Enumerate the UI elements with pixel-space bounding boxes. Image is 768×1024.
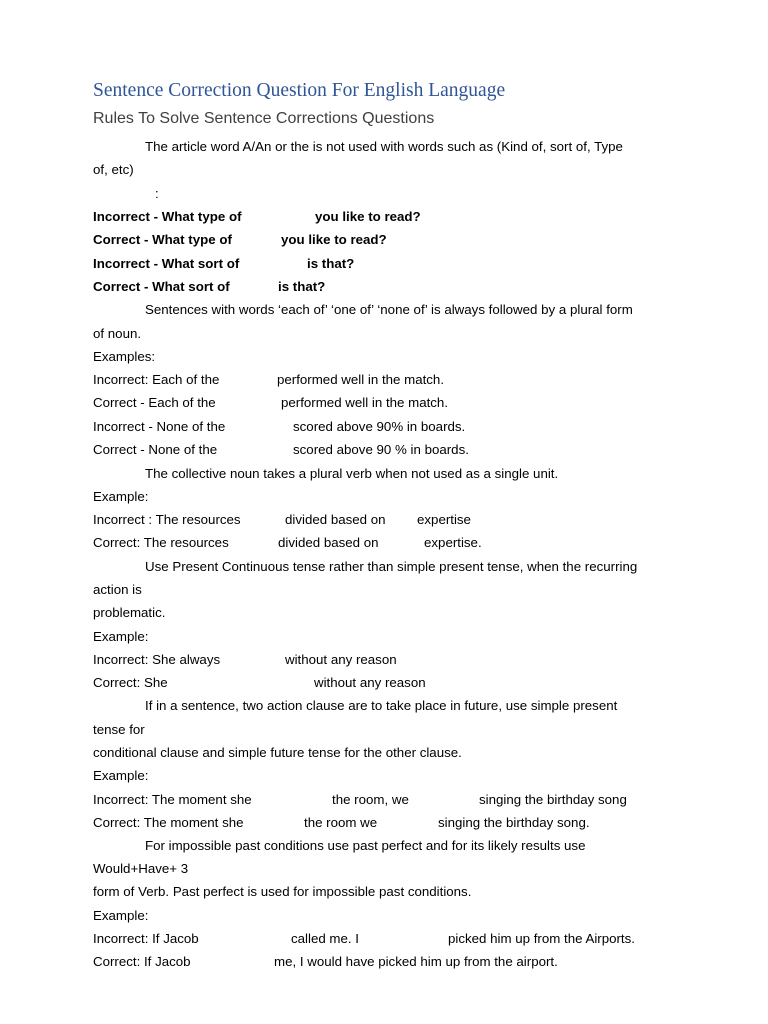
rule5-heading: Example: — [93, 768, 149, 783]
example-rest: scored above 90% in boards. — [293, 419, 466, 434]
example-part-a: Correct: The resources — [93, 535, 229, 550]
example-rest: scored above 90 % in boards. — [293, 442, 469, 457]
example-label: Correct - What sort of — [93, 279, 230, 294]
rule4-incorrect — [93, 652, 397, 668]
example-part-b: divided based on — [278, 535, 379, 550]
rule6-correct — [93, 954, 558, 970]
rule6-line2: Would+Have+ 3 — [93, 861, 189, 876]
example-part-b: divided based on — [285, 512, 386, 527]
rule3-correct — [93, 535, 482, 551]
rule5-correct — [93, 815, 590, 831]
example-label: Incorrect - What sort of — [93, 256, 240, 271]
rule4-line1: Use Present Continuous tense rather than simple present tense, when the recurring — [145, 559, 638, 574]
rule3-heading: Example: — [93, 489, 149, 504]
example-label: Correct - Each of the — [93, 395, 216, 410]
example-rest: you like to read? — [281, 232, 387, 247]
rule1-line1: The article word A/An or the is not used with words such as (Kind of, sort of, Type — [145, 139, 623, 154]
rule3-incorrect — [93, 512, 471, 528]
rule2-line1: Sentences with words ‘each of’ ‘one of’ ‘none of’ is always followed by a plural form — [145, 302, 633, 317]
example-part-b: me, I would have picked him up from the airport. — [274, 954, 558, 969]
rule2-example-2 — [93, 395, 449, 411]
example-part-a: Incorrect : The resources — [93, 512, 241, 527]
rule5-line3: conditional clause and simple future tense for the other clause. — [93, 745, 462, 760]
rule2-heading: Examples: — [93, 349, 156, 364]
example-rest: performed well in the match. — [277, 372, 445, 387]
rule4-correct — [93, 675, 426, 691]
example-label: Correct - What type of — [93, 232, 232, 247]
example-part-c: singing the birthday song — [479, 792, 627, 807]
rule2-line2: of noun. — [93, 326, 142, 341]
rule6-line3: form of Verb. Past perfect is used for impossible past conditions. — [93, 884, 472, 899]
example-part-a: Incorrect: The moment she — [93, 792, 252, 807]
example-label: Incorrect: Each of the — [93, 372, 220, 387]
rule1-example-1 — [93, 209, 421, 225]
example-part-a: Correct: If Jacob — [93, 954, 191, 969]
rule4-heading: Example: — [93, 629, 149, 644]
example-part-b: called me. I — [291, 931, 359, 946]
example-rest: is that? — [307, 256, 355, 271]
example-rest: is that? — [278, 279, 326, 294]
example-part-b: without any reason — [285, 652, 397, 667]
rule3-line1: The collective noun takes a plural verb when not used as a single unit. — [145, 466, 559, 481]
rule4-line3: problematic. — [93, 605, 166, 620]
example-label: Incorrect - What type of — [93, 209, 242, 224]
rule5-incorrect — [93, 792, 627, 808]
example-part-c: singing the birthday song. — [438, 815, 590, 830]
example-part-a: Incorrect: She always — [93, 652, 221, 667]
example-part-a: Incorrect: If Jacob — [93, 931, 199, 946]
document-subtitle: Rules To Solve Sentence Corrections Questions — [93, 110, 435, 127]
example-part-b: the room, we — [332, 792, 409, 807]
rule2-example-4 — [93, 442, 469, 458]
example-part-c: picked him up from the Airports. — [448, 931, 635, 946]
rule6-line1: For impossible past conditions use past perfect and for its likely results use — [145, 838, 586, 853]
rule1-line2: of, etc) — [93, 162, 134, 177]
example-rest: performed well in the match. — [281, 395, 449, 410]
rule5-line1: If in a sentence, two action clause are to take place in future, use simple present — [145, 698, 618, 713]
example-part-c: expertise — [417, 512, 471, 527]
example-part-b: without any reason — [314, 675, 426, 690]
example-label: Incorrect - None of the — [93, 419, 226, 434]
rule1-example-4 — [93, 279, 326, 295]
rule6-incorrect — [93, 931, 635, 947]
rule2-example-3 — [93, 419, 466, 435]
rule5-line2: tense for — [93, 722, 145, 737]
rule1-example-2 — [93, 232, 387, 248]
example-label: Correct - None of the — [93, 442, 218, 457]
example-rest: you like to read? — [315, 209, 421, 224]
document-title: Sentence Correction Question For English Language — [93, 80, 506, 101]
rule1-colon: : — [155, 186, 159, 201]
example-part-b: the room we — [304, 815, 378, 830]
rule6-heading: Example: — [93, 908, 149, 923]
rule2-example-1 — [93, 372, 445, 388]
rule4-line2: action is — [93, 582, 142, 597]
example-part-a: Correct: She — [93, 675, 168, 690]
example-part-c: expertise. — [424, 535, 482, 550]
example-part-a: Correct: The moment she — [93, 815, 244, 830]
rule1-example-3 — [93, 256, 355, 272]
